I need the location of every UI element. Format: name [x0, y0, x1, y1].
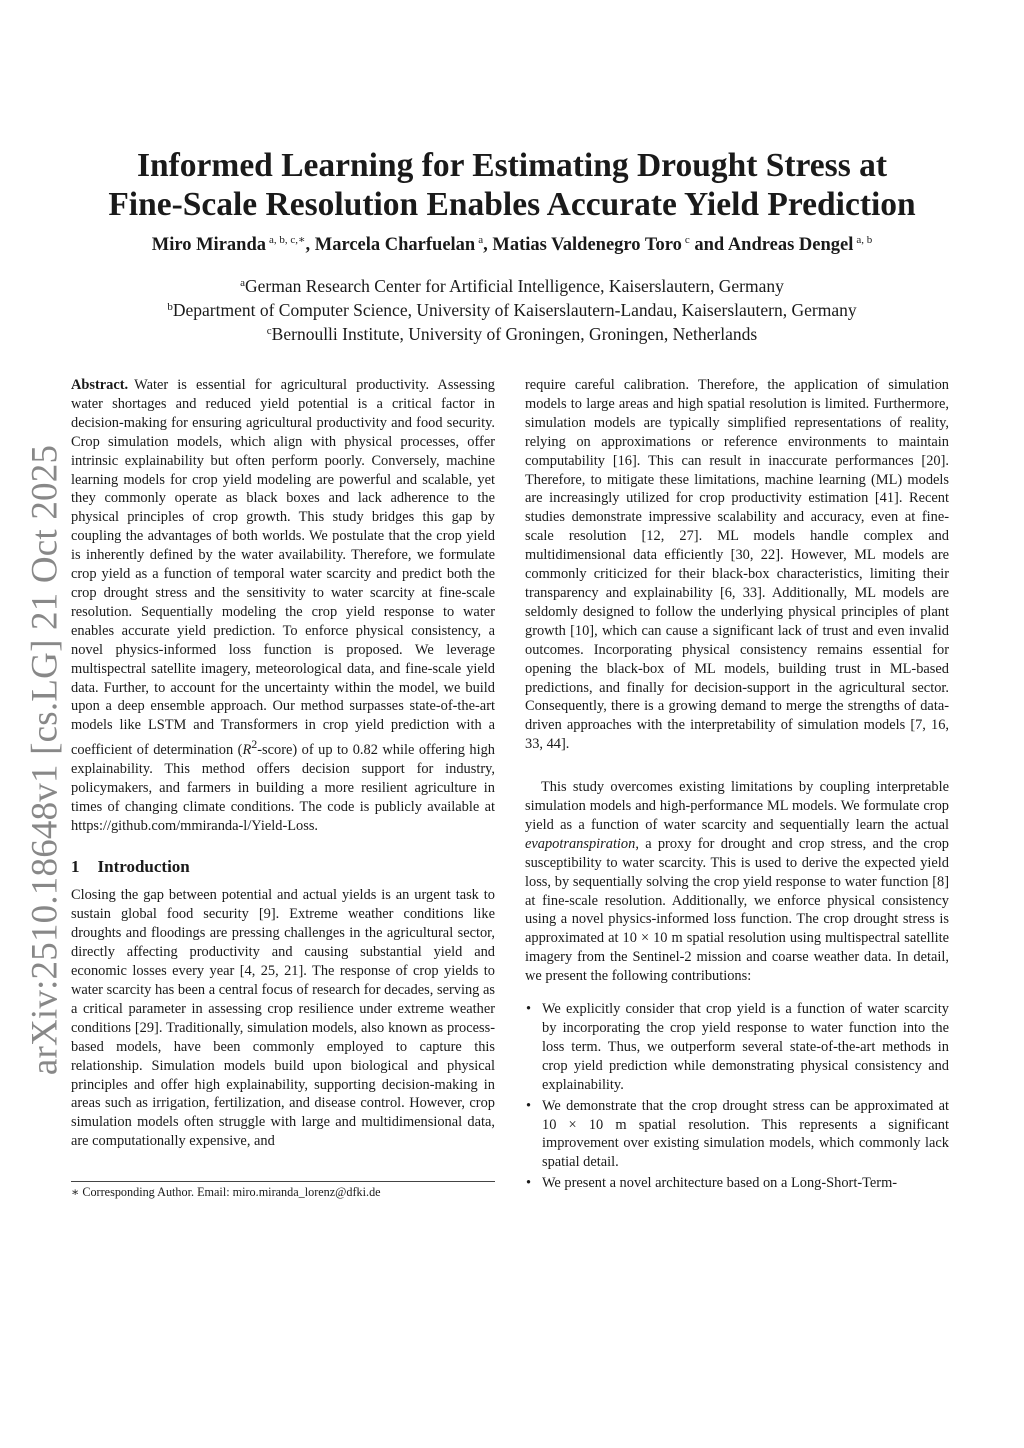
list-item: • We demonstrate that the crop drought stress can be approximated at 10 × 10 m spatial resolution. This represents a significant improvement over existing simulation models, which commonly lack spatial detail.	[526, 1097, 949, 1171]
abstract-label: Abstract.	[71, 377, 129, 393]
section-title: Introduction	[97, 856, 190, 876]
abstract: Abstract. Water is essential for agricultural productivity. Assessing water shortages and reduced yield potential is a critical factor in decision-making for ensuring agricultural productivity and food security. Crop simulation models, which align with physical processes, offer intrinsic explainability but often perform poorly. Conversely, machine learning models for crop yield modeling are powerful and scalable, yet they commonly operate as black boxes and lack adherence to the physical principles of crop growth. This study bridges this gap by coupling the advantages of both worlds. We postulate that the crop yield is inherently defined by the water availability. Therefore, we formulate crop yield as a function of temporal water scarcity and predict both the crop drought stress and the sensitivity to water scarcity at fine-scale resolution. Sequentially modeling the crop yield response to water enables accurate yield prediction. To enforce physical consistency, a novel physics-informed loss function is proposed. We leverage multispectral satellite imagery, meteorological data, and fine-scale yield data. Further, to account for the uncertainty within the model, we build upon a deep ensemble approach. Our method surpasses state-of-the-art models like LSTM and Transformers in crop yield prediction with a coefficient of determination $(R^2-score)$ of up to 0.82 while offering high explainability. This method offers decision support for industry, policymakers, and farmers in building a more resilient agriculture in times of changing climate conditions. The code is publicly available at https://github.com/mmiranda-l/Yield-Loss.	[71, 377, 495, 834]
bullet-icon: •	[526, 1097, 532, 1114]
contribution-list	[525, 1000, 949, 1193]
affiliation: $^c$Bernoulli Institute, University of Groningen, Groningen, Netherlands	[266, 324, 758, 344]
author-list: Miro Miranda $^{a, b, c,∗}$, Marcela Charfuelan $^a$, Matias Valdenegro Toro $^c$ and Andreas Dengel $^{a, b}$	[151, 234, 873, 255]
author-name: Matias Valdenegro Toro	[492, 235, 682, 255]
intro-paragraph: Closing the gap between potential and actual yields is an urgent task to sustain global food security [9]. Extreme weather conditions like droughts and floodings are pressing challenges in the agricultural sector, directly affecting productivity and causing substantial yield and economic losses every year [4, 25, 21]. The response of crop yields to water scarcity has been a central focus of research for decades, serving as a critical parameter in assessing crop resilience under extreme weather conditions [29]. Traditionally, simulation models, also known as process-based models, have been commonly employed to capture this relationship. Simulation models build upon biological and physical principles and offer high explainability, supporting decision-making in areas such as irrigation, fertilization, and disease control. However, crop simulation models often struggle with large and multidimensional data, are computationally expensive, and	[71, 887, 495, 1150]
footnote-divider	[71, 1181, 495, 1182]
list-item: • We explicitly consider that crop yield is a function of water scarcity by incorporating the crop yield response to water function into the loss term. Thus, we outperform several state-of-the-art methods in crop yield prediction while demonstrating physical consistency and explainability.	[526, 1001, 949, 1093]
body-paragraph: require careful calibration. Therefore, the application of simulation models to large areas and high spatial resolution is limited. Furthermore, simulation models are typically simplified representations of reality, relying on approximations or reference environments to maintain computability [16]. This can result in inaccurate performances [20]. Therefore, to mitigate these limitations, machine learning (ML) models are increasingly utilized for crop productivity estimation [41]. Recent studies demonstrate impressive scalability and accuracy, even at fine-scale resolution [12, 27]. ML models handle complex and multidimensional data efficiently [30, 22]. However, ML models are commonly criticized for their black-box characteristics, limiting their transparency and explainability [6, 33]. Additionally, ML models are seldomly designed to follow the underlying physical principles of plant growth [10], which can cause a significant lack of trust and even invalid outcomes. Incorporating physical consistency remains essential for opening the black-box of ML models, building trust in ML-based predictions, and finally for decision-support in the agricultural sector. Consequently, there is a growing demand to merge the strengths of data-driven approaches with the interpretability of simulation models [7, 16, 33, 44].	[525, 377, 949, 753]
body-paragraph: This study overcomes existing limitations by coupling interpretable simulation models and high-performance ML models. We formulate crop yield as a function of water scarcity and sequentially learn the actual evapotranspiration, a proxy for drought and crop stress, and the crop susceptibility to water scarcity. This is used to derive the expected yield loss, by sequentially solving the crop yield response to water function [8] at fine-scale resolution. Additionally, we enforce physical consistency using a novel physics-informed loss function. The crop drought stress is approximated at 10 × 10 m spatial resolution using multispectral satellite imagery from the Sentinel-2 mission and coarse weather data. In detail, we present the following contributions:	[525, 779, 949, 985]
math-superscript: 2	[251, 737, 258, 752]
author-affiliation-marks: a	[478, 234, 484, 246]
paper-title	[40, 146, 984, 224]
author-name: Miro Miranda	[151, 235, 266, 255]
list-item: • We present a novel architecture based on a Long-Short-Term-	[526, 1175, 898, 1192]
author-name: Andreas Dengel	[727, 235, 854, 255]
footnote: ∗ Corresponding Author. Email: miro.miranda_lorenz@dfki.de	[71, 1185, 381, 1199]
author-affiliation-marks: a, b	[856, 234, 873, 246]
section-number: 1	[71, 856, 80, 876]
affiliation: $^b$Department of Computer Science, University of Kaiserslautern-Landau, Kaiserslautern, Germany	[167, 300, 857, 320]
section-heading	[71, 858, 495, 877]
right-column	[525, 376, 949, 1195]
author-name: Marcela Charfuelan	[314, 235, 476, 255]
title-line: Informed Learning for Estimating Drought Stress at	[136, 147, 888, 184]
emphasis: evapotranspiration	[525, 835, 636, 852]
affiliation: $^a$German Research Center for Artificial Intelligence, Kaiserslautern, Germany	[240, 276, 784, 296]
bullet-icon: •	[526, 1175, 532, 1192]
left-column	[71, 376, 495, 1151]
author-affiliation-marks: c	[684, 234, 690, 246]
arxiv-identifier: arXiv:2510.18648v1 [cs.LG] 21 Oct 2025	[24, 444, 66, 1076]
author-affiliation-marks: a, b, c,∗	[268, 234, 306, 246]
math-r: R	[242, 742, 252, 759]
bullet-icon: •	[526, 1001, 532, 1018]
title-line: Fine-Scale Resolution Enables Accurate Yield Prediction	[108, 186, 916, 223]
affiliation-list	[40, 273, 984, 345]
